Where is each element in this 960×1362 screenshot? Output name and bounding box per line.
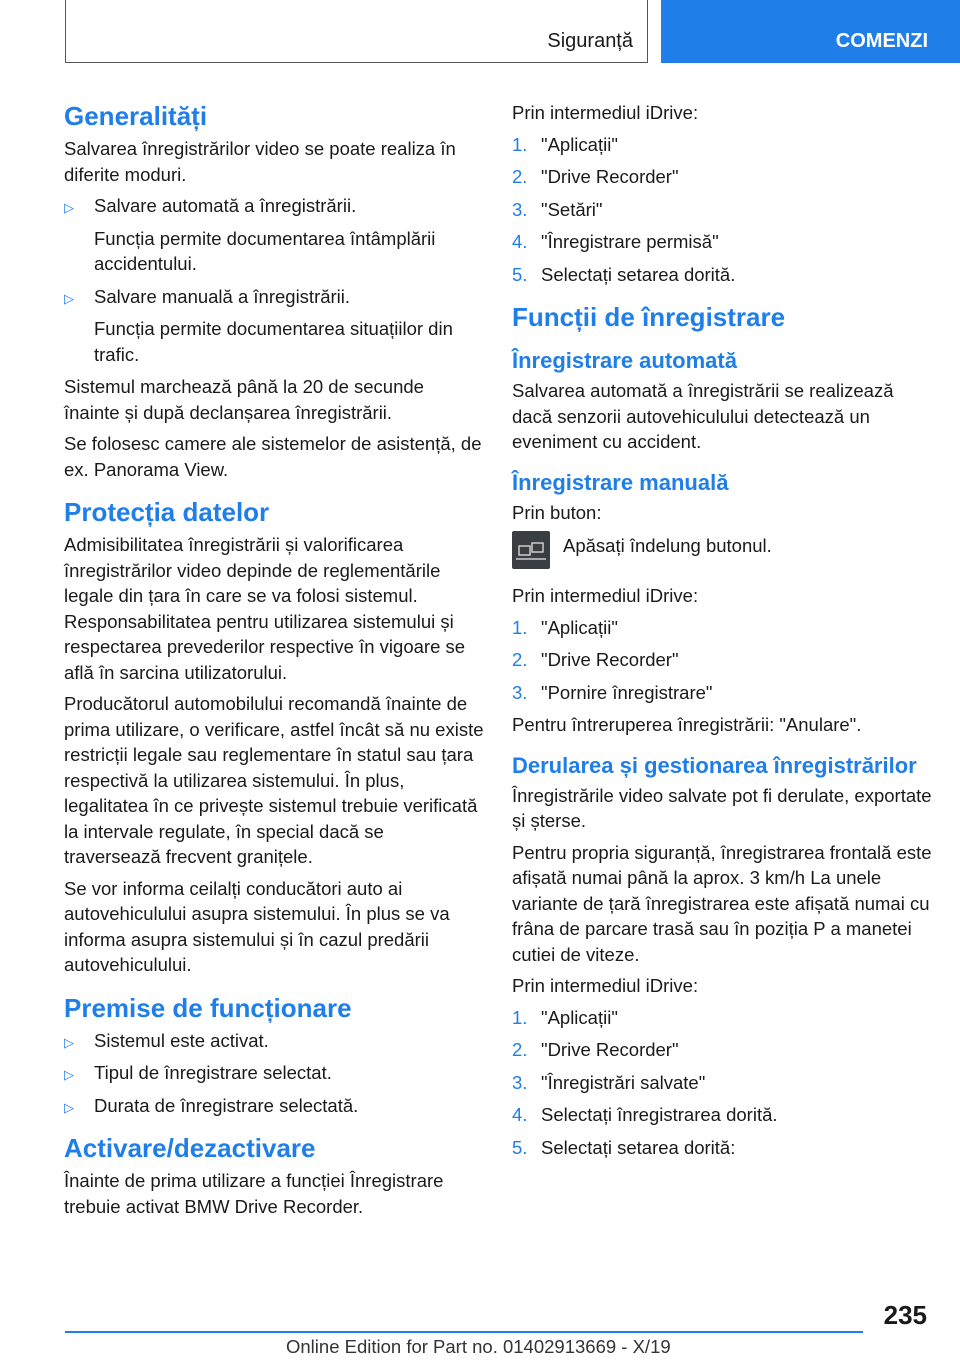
list-item: ▷ Durata de înregistrare selectată. [64,1093,484,1119]
triangle-bullet-icon: ▷ [64,1067,74,1082]
paragraph: Producătorul automobilului recomandă înainte de prima utilizare, o verificare, astfel încât să nu existe restricții legale sau reglementare în statul sau țara respectivă la utilizarea sistemului. În plus, legalitatea în ce privește sistemul trebuie verificată la intervale regulate, în special dacă se traversează frecvent granițele. [64,693,484,867]
paragraph: Pentru propria siguranță, înregistrarea frontală este afișată numai până la aprox. 3 km/h La unele variante de țară înregistrarea este afișată numai cu frâna de parcare trasă sau în poziția P a manetei cutiei de viteze. [512,841,932,965]
heading-activation: Activare/dezactivare [64,1133,316,1163]
bullet-list-general [64,193,484,367]
heading-data-protection: Protecția datelor [64,497,270,527]
numbered-list-start [512,615,932,706]
paragraph: Salvarea automată a înregistrării se realizează dacă senzorii autovehiculului detectează un eveniment cu accident. [512,380,894,452]
triangle-bullet-icon: ▷ [64,1099,74,1115]
heading-automatic: Înregistrare automată [512,348,737,373]
triangle-bullet-icon: ▷ [64,290,74,306]
numbered-list-saved [512,1005,932,1161]
list-item: 5. Selectați setarea dorită: [512,1136,736,1158]
list-item: ▷ Salvare manuală a înregistrării. Funcția permite documentarea situațiilor din trafic. [64,285,453,365]
list-item: ▷ Salvare automată a înregistrării. Funcția permite documentarea întâmplării accidentului. [64,195,436,274]
footer-divider [65,1331,863,1333]
paragraph: Sistemul marchează până la 20 de secunde înainte și după declanșarea înregistrării. [64,376,424,423]
list-item: 5. Selectați setarea dorită. [512,263,736,285]
list-item: 2. "Drive Recorder" [512,166,679,187]
list-item: 4. Selectați înregistrarea dorită. [512,1104,778,1125]
chapter-title: COMENZI [835,30,928,52]
triangle-bullet-icon: ▷ [64,1034,74,1050]
list-item: 1. "Aplicații" [512,133,618,155]
numbered-list-settings [512,132,932,288]
drive-recorder-button-icon [512,531,550,569]
paragraph: Prin intermediul iDrive: [512,585,699,606]
button-instruction [512,531,932,569]
left-column [64,100,484,1225]
paragraph: Pentru întreruperea înregistrării: "Anulare". [512,714,862,735]
section-tab[interactable] [65,0,648,63]
list-item: 1. "Aplicații" [512,1006,618,1028]
heading-manual: Înregistrare manuală [512,469,729,495]
footer-edition: Online Edition for Part no. 01402913669 - X/19 [286,1336,671,1357]
paragraph: Salvarea înregistrărilor video se poate realiza în diferite moduri. [64,138,456,185]
heading-playback: Derularea și gestionarea înregistrărilor [512,752,917,778]
paragraph: Admisibilitatea înregistrării și valorificarea înregistrărilor video depinde de reglementările legale din țara în care se va folosi sistemul. Responsabilitatea pentru utilizarea sistemului și respectarea prevederilor respective în vigoare se află în sarcina utilizatorului. [64,534,466,683]
list-item: 2. "Drive Recorder" [512,649,679,670]
list-item: 3. "Înregistrări salvate" [512,1071,706,1093]
paragraph: Prin buton: [512,501,602,523]
paragraph: Se folosesc camere ale sistemelor de asistență, de ex. Panorama View. [64,433,482,480]
triangle-bullet-icon: ▷ [64,200,74,215]
paragraph: Prin intermediul iDrive: [512,975,699,996]
paragraph: Înainte de prima utilizare a funcției Înregistrare trebuie activat BMW Drive Recorder. [64,1170,444,1217]
page-number: 235 [883,1300,927,1330]
list-item: ▷ Sistemul este activat. [64,1028,484,1054]
paragraph: Înregistrările video salvate pot fi derulate, exportate și șterse. [512,784,932,831]
list-item: 3. "Pornire înregistrare" [512,681,713,703]
list-item: 3. "Setări" [512,198,603,220]
right-column [512,100,932,1167]
heading-prerequisites: Premise de funcționare [64,992,352,1023]
heading-general: Generalități [64,101,208,131]
button-instruction-text: Apăsați îndelung butonul. [563,535,772,556]
paragraph: Se vor informa ceilalți conducători auto ai autovehiculului asupra sistemului. În plus se va informa asupra sistemului și în cazul predării autovehiculului. [64,877,450,975]
chapter-tab[interactable] [661,0,960,63]
paragraph: Prin intermediul iDrive: [512,102,699,123]
list-item: 4. "Înregistrare permisă" [512,231,719,252]
section-title: Siguranță [547,30,633,52]
list-item: 1. "Aplicații" [512,616,618,638]
bullet-list-prereq [64,1028,484,1119]
heading-recording-functions: Funcții de înregistrare [512,302,786,332]
list-item: 2. "Drive Recorder" [512,1039,679,1060]
list-item: ▷ Tipul de înregistrare selectat. [64,1060,484,1086]
